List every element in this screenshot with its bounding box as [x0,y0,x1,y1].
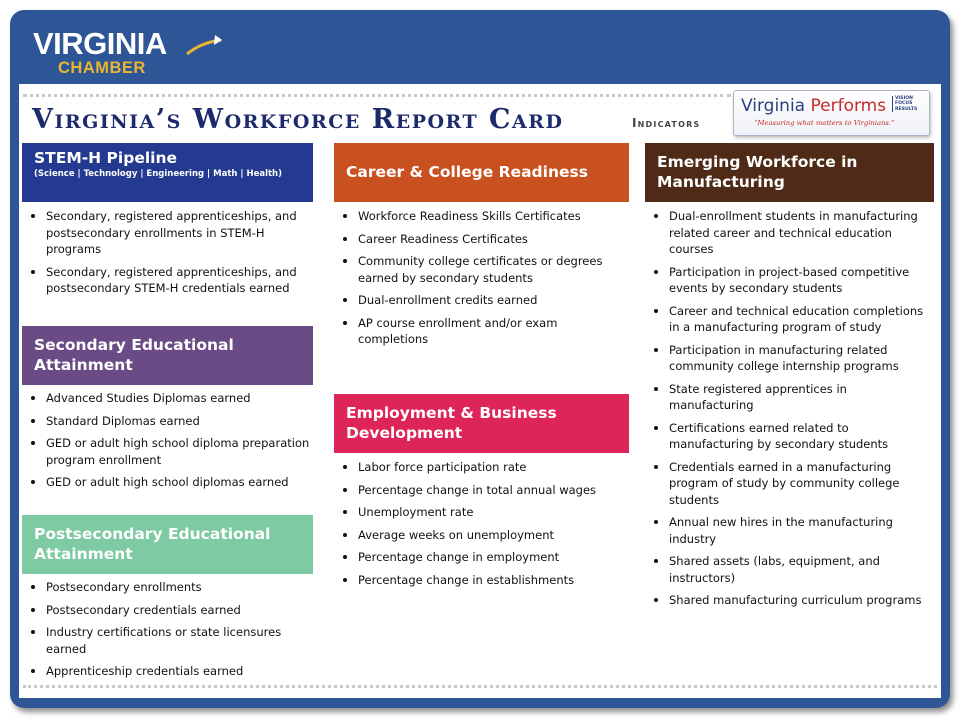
title-suffix: Indicators [632,116,701,130]
list-item: Postsecondary enrollments [22,579,313,596]
career-title: Career & College Readiness [346,162,588,181]
list-item: Secondary, registered apprenticeships, and postsecondary STEM-H credentials earned [22,264,313,297]
badge-side-line-1: VISION [895,96,914,101]
badge-name-part2: Performs [810,96,887,116]
list-item: Community college certificates or degrees earned by secondary students [334,253,629,286]
list-item: Career Readiness Certificates [334,231,629,248]
list-item: Participation in project-based competitive events by secondary students [645,264,934,297]
stem-header [22,143,313,202]
list-item: Shared assets (labs, equipment, and instructors) [645,553,934,586]
page-title: Virginia’s Workforce Report Card [32,104,564,135]
employment-title: Employment & Business Development [346,404,557,442]
list-item: Advanced Studies Diplomas earned [22,390,313,407]
secondary-header [22,326,313,385]
list-item: Standard Diplomas earned [22,413,313,430]
list-item: Dual-enrollment credits earned [334,292,629,309]
manufacturing-header [645,143,934,202]
list-item: Unemployment rate [334,504,629,521]
list-item: Participation in manufacturing related community college internship programs [645,342,934,375]
badge-side-line-3: RESULTS [895,106,918,112]
manufacturing-title: Emerging Workforce in Manufacturing [657,153,858,191]
list-item: Percentage change in employment [334,549,629,566]
list-item: Dual-enrollment students in manufacturing related career and technical education courses [645,208,934,258]
bottom-dotted-divider [23,685,937,688]
list-item: Credentials earned in a manufacturing program of study by community college students [645,459,934,509]
list-item: Secondary, registered apprenticeships, and postsecondary enrollments in STEM-H programs [22,208,313,258]
list-item: AP course enrollment and/or exam completions [334,315,629,348]
list-item: Labor force participation rate [334,459,629,476]
secondary-title: Secondary Educational Attainment [34,336,234,374]
list-item: Average weeks on unemployment [334,527,629,544]
virginia-performs-badge [733,90,930,136]
list-item: Annual new hires in the manufacturing industry [645,514,934,547]
list-item: GED or adult high school diploma preparation program enrollment [22,435,313,468]
stem-title: STEM-H Pipeline [34,149,178,167]
postsecondary-header [22,515,313,574]
list-item: State registered apprentices in manufacturing [645,381,934,414]
stem-list [22,208,313,303]
postsecondary-list [22,579,313,686]
top-dotted-divider [23,94,731,97]
list-item: Certifications earned related to manufacturing by secondary students [645,420,934,453]
secondary-list [22,390,313,497]
manufacturing-list [645,208,934,615]
list-item: Percentage change in total annual wages [334,482,629,499]
stem-subtitle: (Science | Technology | Engineering | Math | Health) [34,168,282,179]
career-list [334,208,629,354]
list-item: Percentage change in establishments [334,572,629,589]
virginia-chamber-logo [33,26,167,77]
list-item: Shared manufacturing curriculum programs [645,592,934,609]
list-item: Industry certifications or state licensures earned [22,624,313,657]
career-header [334,143,629,202]
list-item: Career and technical education completions in a manufacturing program of study [645,303,934,336]
employment-list [334,459,629,594]
employment-header [334,394,629,453]
badge-side-line-2: FOCUS [895,101,913,107]
badge-name [741,96,886,116]
badge-tagline: “Measuring what matters to Virginians.” [754,119,895,127]
badge-side-text [892,96,917,112]
list-item: Workforce Readiness Skills Certificates [334,208,629,225]
logo-swoosh-icon [185,32,223,58]
list-item: GED or adult high school diplomas earned [22,474,313,491]
logo-line-2: CHAMBER [58,59,146,77]
report-card-panel [19,84,941,698]
logo-line-1: VIRGINIA [33,26,167,61]
list-item: Apprenticeship credentials earned [22,663,313,680]
list-item: Postsecondary credentials earned [22,602,313,619]
postsecondary-title: Postsecondary Educational Attainment [34,525,271,563]
badge-name-part1: Virginia [741,96,811,116]
